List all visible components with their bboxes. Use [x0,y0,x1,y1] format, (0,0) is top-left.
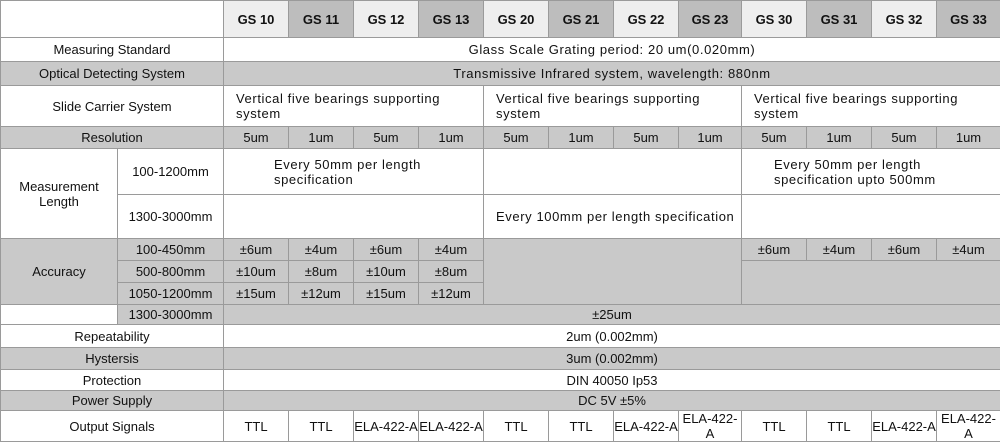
row-label: Hystersis [1,348,224,370]
row-label: Output Signals [1,411,224,442]
header-corner [1,1,224,38]
accuracy-gs2-empty [484,239,742,305]
blank-cell [1,305,118,325]
accuracy-cell: ±4um [807,239,872,261]
output-cell: ELA-422-A [872,411,937,442]
accuracy-cell: ±6um [742,239,807,261]
resolution-cell: 5um [354,127,419,149]
model-header: GS 11 [289,1,354,38]
model-header: GS 31 [807,1,872,38]
output-cell: ELA-422-A [679,411,742,442]
accuracy-cell: ±8um [419,261,484,283]
row-power-supply [1,391,1000,411]
output-cell: TTL [224,411,289,442]
length-gs1-empty [224,195,484,239]
row-value: Transmissive Infrared system, wavelength: 880nm [224,62,1000,86]
row-label: Resolution [1,127,224,149]
accuracy-cell: ±8um [289,261,354,283]
resolution-cell: 5um [614,127,679,149]
model-header: GS 12 [354,1,419,38]
model-header: GS 33 [937,1,1000,38]
accuracy-cell: ±15um [354,283,419,305]
model-header: GS 20 [484,1,549,38]
accuracy-cell: ±12um [289,283,354,305]
output-cell: TTL [742,411,807,442]
output-cell: ELA-422-A [937,411,1000,442]
range-label: 1300-3000mm [118,195,224,239]
accuracy-cell: ±10um [354,261,419,283]
row-slide-carrier [1,86,1000,127]
row-value: DIN 40050 Ip53 [224,370,1000,391]
output-cell: TTL [807,411,872,442]
length-gs2-empty [484,149,742,195]
model-header: GS 10 [224,1,289,38]
row-accuracy-1 [1,239,1000,261]
resolution-cell: 5um [224,127,289,149]
header-row [1,1,1000,38]
model-header: GS 21 [549,1,614,38]
resolution-cell: 1um [679,127,742,149]
row-repeatability [1,325,1000,348]
slide-gs1: Vertical five bearings supporting system [224,86,484,127]
resolution-cell: 1um [419,127,484,149]
row-measurement-length-1 [1,149,1000,195]
model-header: GS 22 [614,1,679,38]
accuracy-cell: ±6um [224,239,289,261]
output-cell: ELA-422-A [354,411,419,442]
resolution-cell: 5um [484,127,549,149]
range-label: 1300-3000mm [118,305,224,325]
resolution-cell: 1um [549,127,614,149]
output-cell: ELA-422-A [614,411,679,442]
resolution-cell: 1um [807,127,872,149]
range-label: 100-450mm [118,239,224,261]
range-label: 500-800mm [118,261,224,283]
output-cell: TTL [484,411,549,442]
row-label: Power Supply [1,391,224,411]
model-header: GS 32 [872,1,937,38]
row-measurement-length-2 [1,195,1000,239]
slide-gs3: Vertical five bearings supporting system [742,86,1000,127]
row-output-signals [1,411,1000,442]
row-label: Measurement Length [1,149,118,239]
row-measuring-standard [1,38,1000,62]
resolution-cell: 5um [872,127,937,149]
output-cell: TTL [289,411,354,442]
row-resolution [1,127,1000,149]
accuracy-cell: ±6um [354,239,419,261]
row-value: Glass Scale Grating period: 20 um(0.020mm) [224,38,1000,62]
length-gs2: Every 100mm per length specification [484,195,742,239]
accuracy-cell: ±6um [872,239,937,261]
range-label: 100-1200mm [118,149,224,195]
output-cell: TTL [549,411,614,442]
accuracy-cell: ±4um [419,239,484,261]
slide-gs2: Vertical five bearings supporting system [484,86,742,127]
accuracy-long: ±25um [224,305,1000,325]
row-value: 3um (0.002mm) [224,348,1000,370]
resolution-cell: 1um [937,127,1000,149]
resolution-cell: 1um [289,127,354,149]
accuracy-cell: ±4um [289,239,354,261]
row-hysteresis [1,348,1000,370]
length-gs1: Every 50mm per length specification [224,149,484,195]
accuracy-cell: ±4um [937,239,1000,261]
model-header: GS 13 [419,1,484,38]
row-optical [1,62,1000,86]
model-header: GS 23 [679,1,742,38]
accuracy-cell: ±15um [224,283,289,305]
accuracy-cell: ±10um [224,261,289,283]
row-label: Protection [1,370,224,391]
row-label: Measuring Standard [1,38,224,62]
output-cell: ELA-422-A [419,411,484,442]
length-gs3: Every 50mm per length specification upto 500mm [742,149,1000,195]
row-accuracy-4 [1,305,1000,325]
range-label: 1050-1200mm [118,283,224,305]
row-label: Accuracy [1,239,118,305]
accuracy-gs3-empty [742,261,1000,305]
model-header: GS 30 [742,1,807,38]
row-value: DC 5V ±5% [224,391,1000,411]
accuracy-cell: ±12um [419,283,484,305]
row-label: Repeatability [1,325,224,348]
row-label: Slide Carrier System [1,86,224,127]
length-gs3-empty [742,195,1000,239]
row-value: 2um (0.002mm) [224,325,1000,348]
row-protection [1,370,1000,391]
row-label: Optical Detecting System [1,62,224,86]
resolution-cell: 5um [742,127,807,149]
